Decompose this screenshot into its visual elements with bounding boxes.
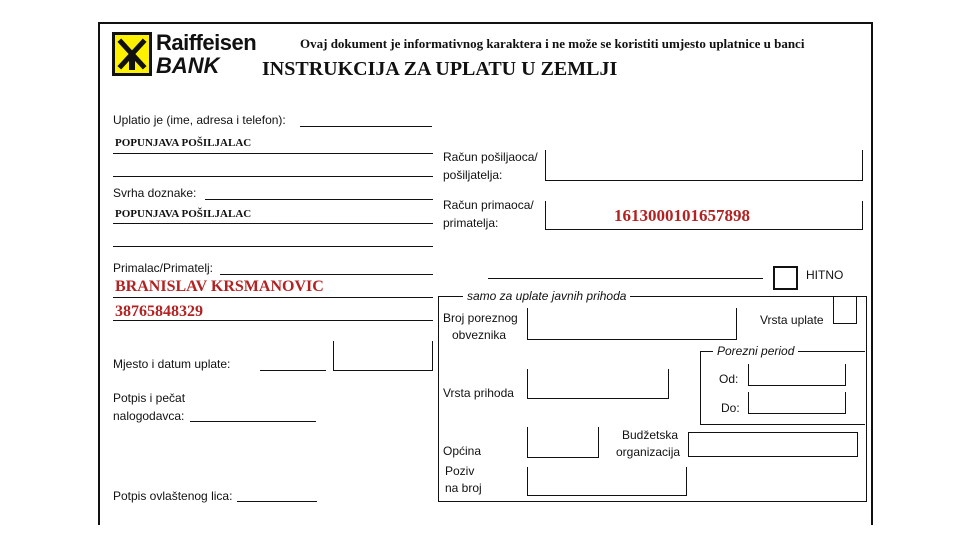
reference-label-2: na broj bbox=[445, 481, 482, 495]
municipality-label: Općina bbox=[443, 444, 482, 458]
municipality-field[interactable] bbox=[527, 427, 599, 458]
payer-line-1[interactable] bbox=[300, 126, 432, 127]
place-date-label: Mjesto i datum uplate: bbox=[113, 357, 231, 371]
budget-org-label-2: organizacija bbox=[616, 445, 681, 459]
purpose-value[interactable]: POPUNJAVA POŠILJALAC bbox=[115, 208, 252, 220]
reference-label-1: Poziv bbox=[445, 464, 475, 478]
purpose-line-2[interactable] bbox=[113, 223, 433, 224]
to-label: Do: bbox=[721, 401, 740, 415]
payer-value[interactable]: POPUNJAVA POŠILJALAC bbox=[115, 137, 252, 149]
sender-account-label-1: Račun pošiljaoca/ bbox=[443, 150, 538, 164]
place-date-box[interactable] bbox=[333, 341, 433, 371]
signature-line[interactable] bbox=[190, 421, 316, 422]
recipient-account-value[interactable]: 1613000101657898 bbox=[614, 206, 750, 225]
purpose-label: Svrha doznake: bbox=[113, 186, 197, 200]
recipient-name[interactable]: BRANISLAV KRSMANOVIC bbox=[115, 278, 324, 295]
purpose-line-1[interactable] bbox=[205, 199, 433, 200]
tax-number-label-1: Broj poreznog bbox=[443, 311, 518, 325]
disclaimer-text: Ovaj dokument je informativnog karaktera i ne može se koristiti umjesto uplatnice u banci bbox=[300, 36, 805, 51]
payer-label: Uplatio je (ime, adresa i telefon): bbox=[113, 113, 286, 127]
urgent-checkbox[interactable] bbox=[773, 266, 798, 290]
from-field[interactable] bbox=[748, 364, 846, 386]
signature-label-1: Potpis i pečat bbox=[113, 391, 186, 405]
purpose-line-3[interactable] bbox=[113, 246, 433, 247]
logo-text-raiffeisen: Raiffeisen bbox=[156, 30, 257, 55]
authorized-signature-label: Potpis ovlaštenog lica: bbox=[113, 489, 233, 503]
place-date-line[interactable] bbox=[260, 370, 326, 371]
form-title: INSTRUKCIJA ZA UPLATU U ZEMLJI bbox=[262, 58, 618, 80]
authorized-signature-line[interactable] bbox=[237, 501, 317, 502]
payment-type-label: Vrsta uplate bbox=[760, 313, 824, 327]
recipient-account-label-1: Račun primaoca/ bbox=[443, 198, 534, 212]
signature-label-2: nalogodavca: bbox=[113, 409, 185, 423]
recipient-account-label-2: primatelja: bbox=[443, 216, 499, 230]
recipient-line-1[interactable] bbox=[220, 274, 433, 275]
recipient-label: Primalac/Primatelj: bbox=[113, 261, 214, 275]
budget-org-field[interactable] bbox=[688, 432, 858, 457]
tax-period-label: Porezni period bbox=[713, 344, 798, 358]
tax-number-field[interactable] bbox=[527, 308, 737, 340]
payer-line-3[interactable] bbox=[113, 176, 433, 177]
payer-line-2[interactable] bbox=[113, 153, 433, 154]
revenue-type-label: Vrsta prihoda bbox=[443, 386, 514, 400]
public-revenue-title: samo za uplate javnih prihoda bbox=[463, 289, 630, 303]
recipient-line-2[interactable] bbox=[113, 297, 433, 298]
urgent-line[interactable] bbox=[488, 278, 763, 279]
revenue-type-field[interactable] bbox=[527, 369, 669, 399]
reference-field[interactable] bbox=[527, 467, 687, 496]
recipient-line-3[interactable] bbox=[113, 320, 433, 321]
logo-text-bank: BANK bbox=[156, 53, 220, 78]
to-field[interactable] bbox=[748, 392, 846, 414]
tax-number-label-2: obveznika bbox=[452, 328, 507, 342]
recipient-id[interactable]: 38765848329 bbox=[115, 303, 203, 320]
raiffeisen-logo-icon bbox=[112, 32, 152, 76]
budget-org-label-1: Budžetska bbox=[622, 428, 679, 442]
urgent-label: HITNO bbox=[806, 268, 844, 282]
sender-account-field[interactable] bbox=[545, 150, 863, 181]
payment-type-field[interactable] bbox=[833, 296, 857, 324]
raiffeisen-logo bbox=[112, 30, 272, 78]
sender-account-label-2: pošiljatelja: bbox=[443, 168, 503, 182]
from-label: Od: bbox=[719, 372, 739, 386]
